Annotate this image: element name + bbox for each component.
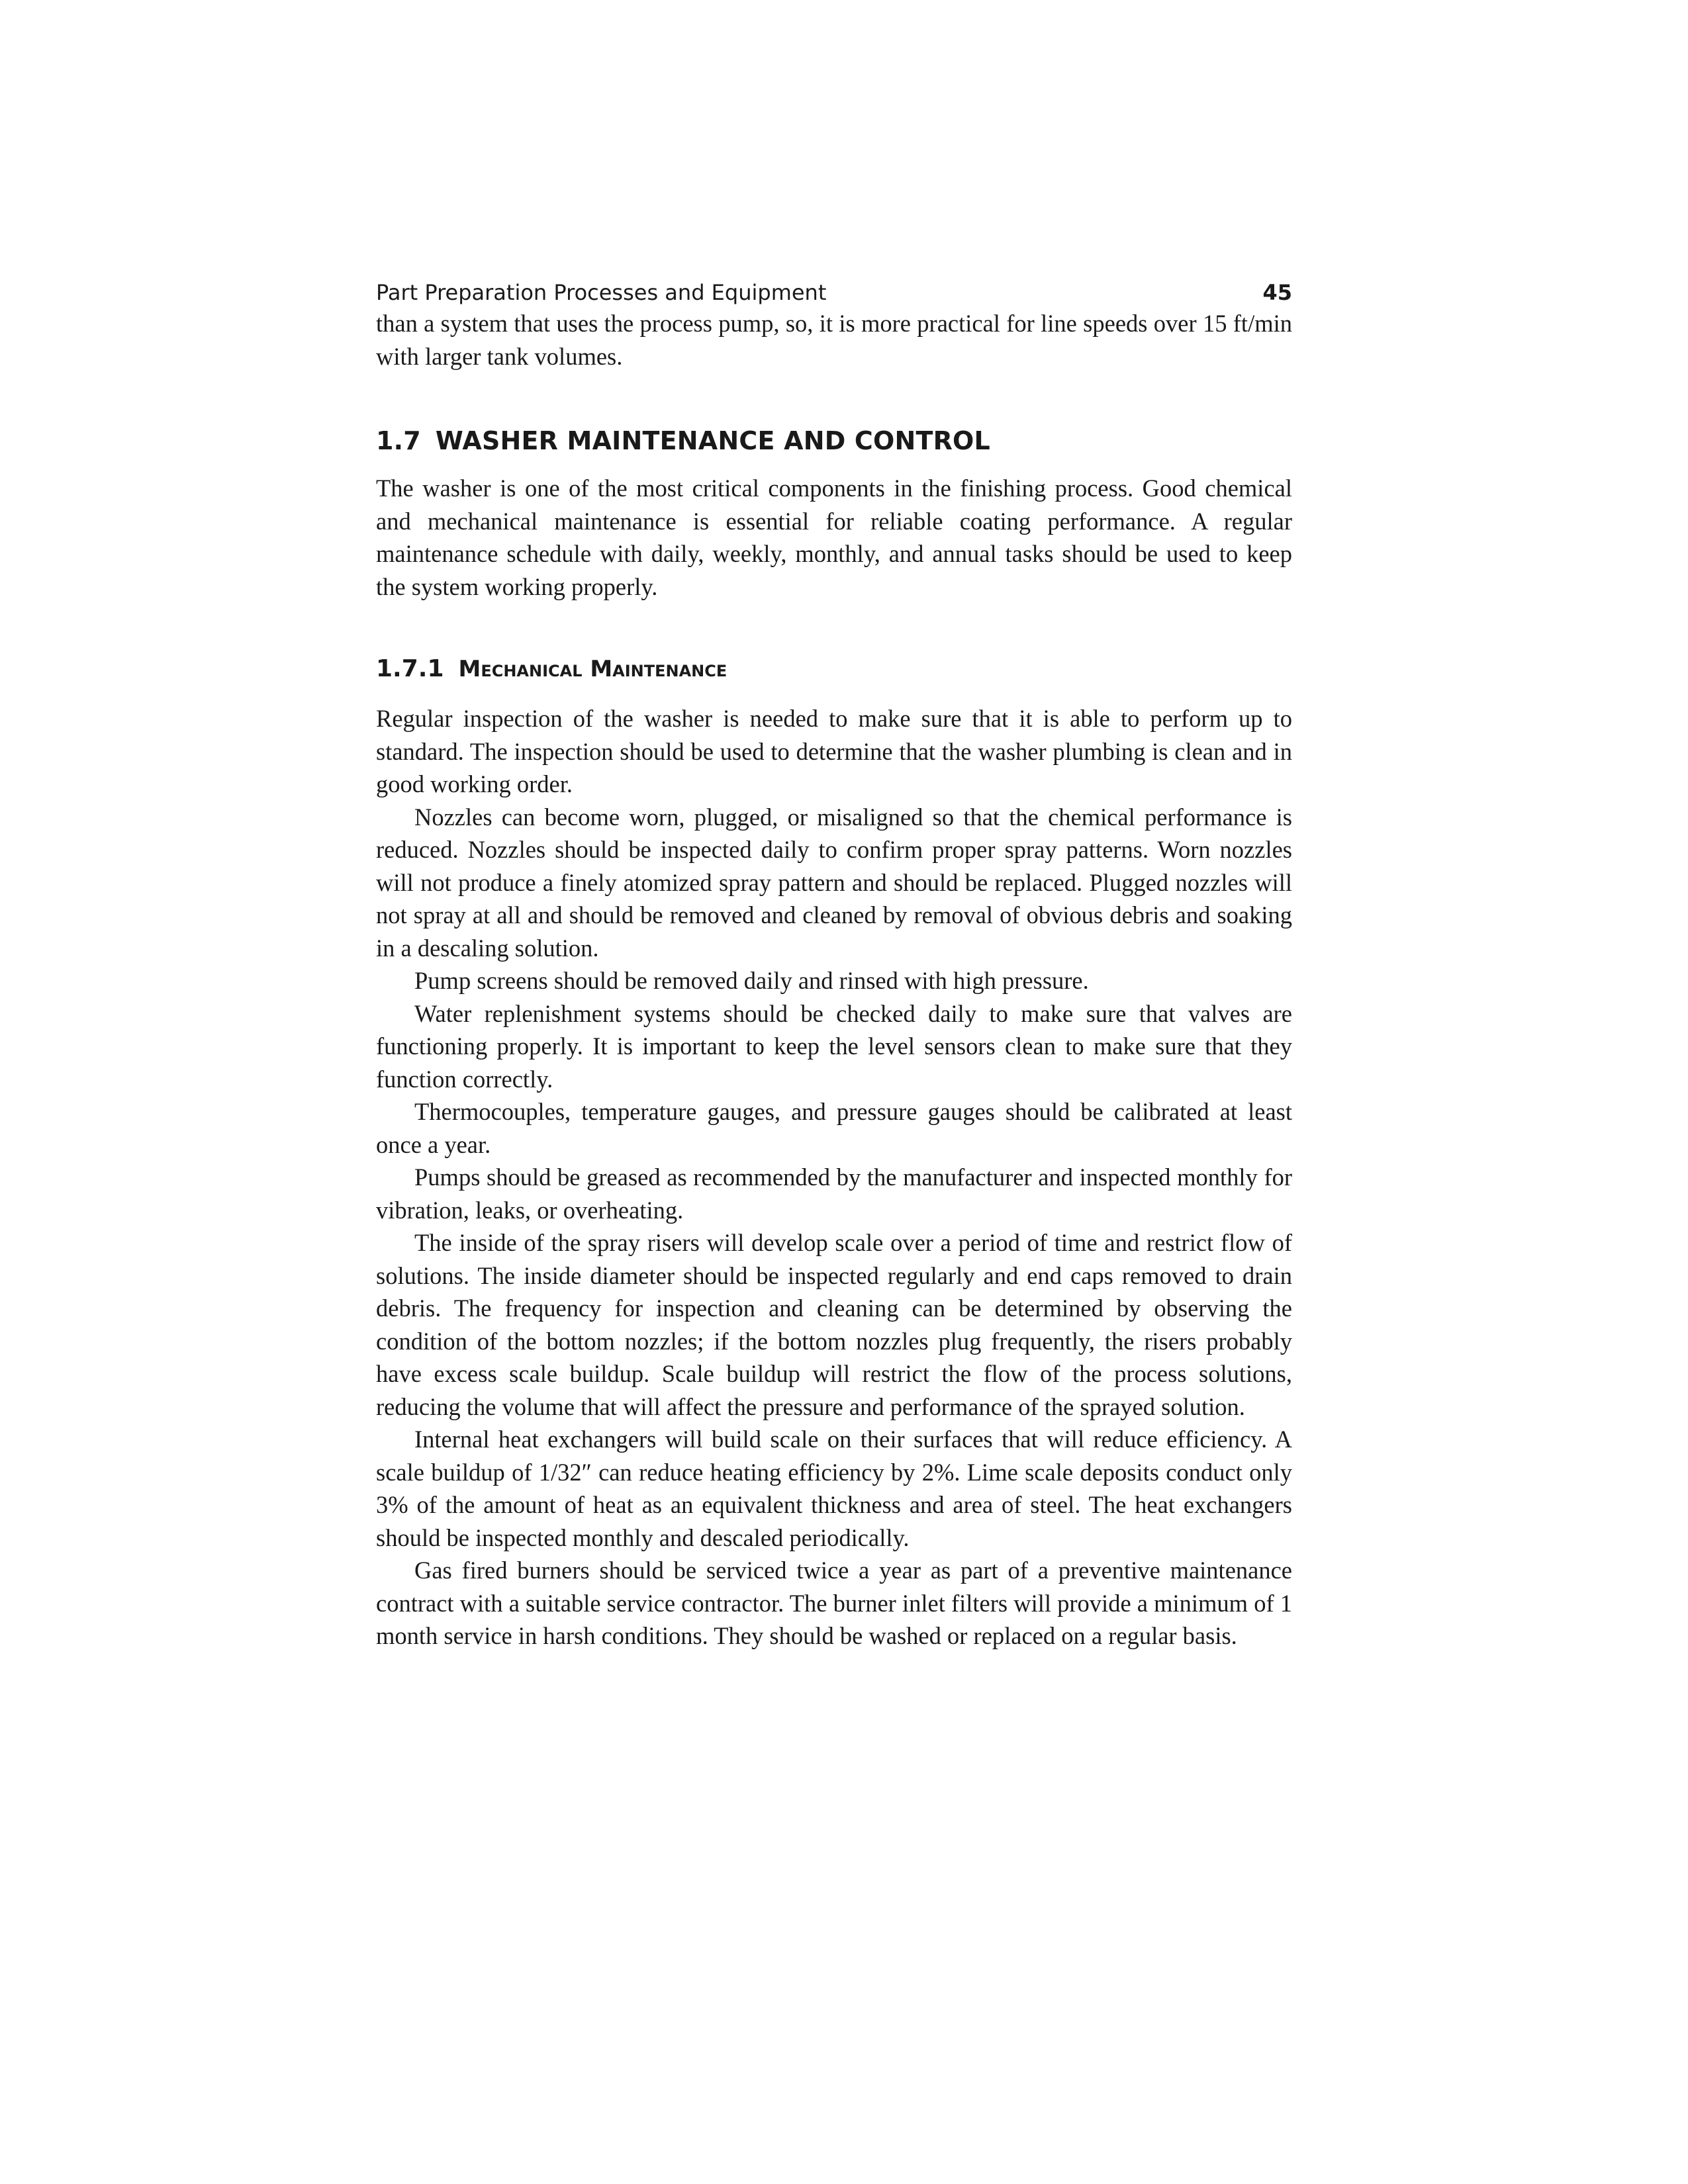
book-page xyxy=(376,278,1292,1653)
subsection-heading xyxy=(376,653,1292,685)
paragraph-inspection: Regular inspection of the washer is needed to make sure that it is able to perform up to standard. The inspection should be used to determine that the washer plumbing is clean and in good working order. xyxy=(376,705,1292,797)
section-paragraph: The washer is one of the most critical components in the finishing process. Good chemical and mechanical maintenance is essential for reliable coating performance. A regular maintenance schedule with daily, weekly, monthly, and annual tasks should be used to keep the system working properly. xyxy=(376,475,1292,600)
section-number: 1.7 xyxy=(376,426,421,455)
paragraph-pumps: Pumps should be greased as recommended by the manufacturer and inspected monthly for vibration, leaks, or overheating. xyxy=(376,1163,1292,1224)
intro-paragraph: than a system that uses the process pump, so, it is more practical for line speeds over 15 ft/min with larger tank volumes. xyxy=(376,310,1292,370)
body-text xyxy=(376,307,1292,1653)
paragraph-pump-screens: Pump screens should be removed daily and rinsed with high pressure. xyxy=(414,967,1089,994)
running-head-title: Part Preparation Processes and Equipment xyxy=(376,280,827,305)
subsection-title: Mechanical Maintenance xyxy=(458,656,727,682)
paragraph-heat-exchangers: Internal heat exchangers will build scale on their surfaces that will reduce efficiency. A scale buildup of 1/32″ can reduce heating efficiency by 2%. Lime scale deposits conduct only 3% of the amount of heat as an equivalent thickness and area of steel. The heat exchangers should be inspected monthly and descaled periodically. xyxy=(376,1426,1292,1551)
paragraph-nozzles: Nozzles can become worn, plugged, or misaligned so that the chemical performance is reduced. Nozzles should be inspected daily to confirm proper spray patterns. Worn nozzles will not produce a finely atomized spray pattern and should be replaced. Plugged nozzles will not spray at all and should be removed and cleaned by removal of obvious debris and soaking in a descaling solution. xyxy=(376,803,1292,962)
running-header xyxy=(376,278,1292,307)
page-number: 45 xyxy=(1262,280,1292,305)
paragraph-water-replenishment: Water replenishment systems should be checked daily to make sure that valves are functioning properly. It is important to keep the level sensors clean to make sure that they function correctly. xyxy=(376,999,1292,1093)
paragraph-thermocouples: Thermocouples, temperature gauges, and pressure gauges should be calibrated at least once a year. xyxy=(376,1098,1292,1158)
section-title: WASHER MAINTENANCE AND CONTROL xyxy=(435,426,990,455)
subsection-number: 1.7.1 xyxy=(376,655,444,682)
section-heading xyxy=(376,424,1292,457)
paragraph-spray-risers: The inside of the spray risers will develop scale over a period of time and restrict flow of solutions. The inside diameter should be inspected regularly and end caps removed to drain debris. The frequency for inspection and cleaning can be determined by observing the condition of the bottom nozzles; if the bottom nozzles plug frequently, the risers probably have excess scale buildup. Scale buildup will restrict the flow of the process solutions, reducing the volume that will affect the pressure and performance of the sprayed solution. xyxy=(376,1229,1292,1420)
paragraph-gas-burners: Gas fired burners should be serviced twice a year as part of a preventive maintenance contract with a suitable service contractor. The burner inlet filters will provide a minimum of 1 month service in harsh conditions. They should be washed or replaced on a regular basis. xyxy=(376,1557,1292,1649)
